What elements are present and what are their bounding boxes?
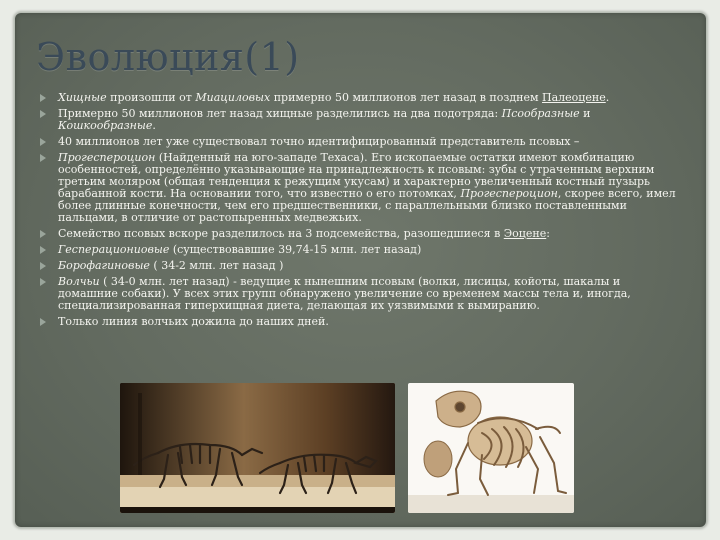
bullet-text-segment: Борофагиновые (58, 259, 150, 272)
bullet-text-segment: примерно 50 миллионов лет назад в позднем (270, 91, 543, 104)
bullet-text-segment: Семейство псовых вскоре разделилось на 3 подсемейства, разошедшиеся в (58, 227, 504, 240)
bullet-text-segment: ( 34-2 млн. лет назад ) (149, 259, 284, 272)
bullet-list (36, 92, 676, 332)
bullet-item (36, 276, 676, 312)
bullet-text-segment: Примерно 50 миллионов лет назад хищные разделились на два подотряда: (58, 107, 502, 120)
fossil-skeleton-closeup-illustration (408, 383, 574, 513)
bullet-item (36, 244, 676, 256)
fossil-skeletons-photo (120, 383, 395, 513)
bullet-icon (38, 228, 48, 240)
bullet-text-segment: . (152, 119, 156, 132)
bullet-text-segment: Гесперациониовые (58, 243, 170, 256)
bullet-item (36, 108, 676, 132)
bullet-icon (38, 108, 48, 120)
bullet-text-segment: Палеоцене (542, 91, 606, 104)
bullet-icon (38, 92, 48, 104)
bullet-text-segment: Только линия волчьих дожила до наших дней. (58, 315, 329, 328)
bullet-icon (38, 244, 48, 256)
bullet-item (36, 92, 676, 104)
bullet-text-segment: Миациловых (195, 91, 271, 104)
bullet-icon (38, 152, 48, 164)
bullet-text-segment: Прогеспероцион (58, 151, 156, 164)
bullet-icon (38, 276, 48, 288)
bullet-text-segment: Волчьи (58, 275, 100, 288)
bullet-text-segment: ( 34-0 млн. лет назад) - ведущие к нынешним псовым (волки, лисицы, койоты, шакалы и домашние собаки). У всех этих групп обнаружено увеличение со временем массы тела и, иногда, специализированная гиперхищная диета, делающая их уязвимыми к вымиранию. (58, 275, 631, 312)
bullet-item (36, 136, 676, 148)
bullet-item (36, 260, 676, 272)
bullet-item (36, 152, 676, 224)
bullet-text-segment: (существовавшие 39,74-15 млн. лет назад) (169, 243, 422, 256)
bullet-item (36, 316, 676, 328)
bullet-text-segment: , скорее всего, имел более длинные конечности, чем его предшественники, с параллельными близко поставленными пальцами, в отличие от растопыренных медвежьих. (58, 187, 676, 224)
bullet-text-segment: и (579, 107, 591, 120)
fossil-skeleton-closeup-photo (408, 383, 574, 513)
bullet-icon (38, 260, 48, 272)
bullet-item (36, 228, 676, 240)
bullet-text-segment: (Найденный на юго-западе Техаса). Его ископаемые остатки имеют комбинацию особенностей, определённо указывающие на принадлежность к псовым: зубы с утраченным верхним третьим моляром (общая тенденция к режущим укусам) и характерно увеличенный костный пузырь барабанной кости. На основании того, что известно о его потомках, (58, 151, 655, 200)
slide-title: Эволюция(1) (36, 35, 300, 79)
bullet-text-segment: Кошкообразные (58, 119, 153, 132)
bullet-text-segment: произошли от (106, 91, 196, 104)
bullet-text-segment: Псообразные (501, 107, 580, 120)
bullet-text-segment: : (546, 227, 550, 240)
bullet-icon (38, 136, 48, 148)
bullet-text-segment: Эоцене (503, 227, 547, 240)
bullet-text-segment: 40 миллионов лет уже существовал точно идентифицированный представитель псовых – (58, 135, 580, 148)
fossil-skeletons-illustration (120, 383, 395, 513)
bullet-text-segment: . (605, 91, 610, 104)
bullet-text-segment: Прогеспероцион (460, 187, 558, 200)
bullet-text-segment: Хищные (58, 91, 107, 104)
bullet-icon (38, 316, 48, 328)
